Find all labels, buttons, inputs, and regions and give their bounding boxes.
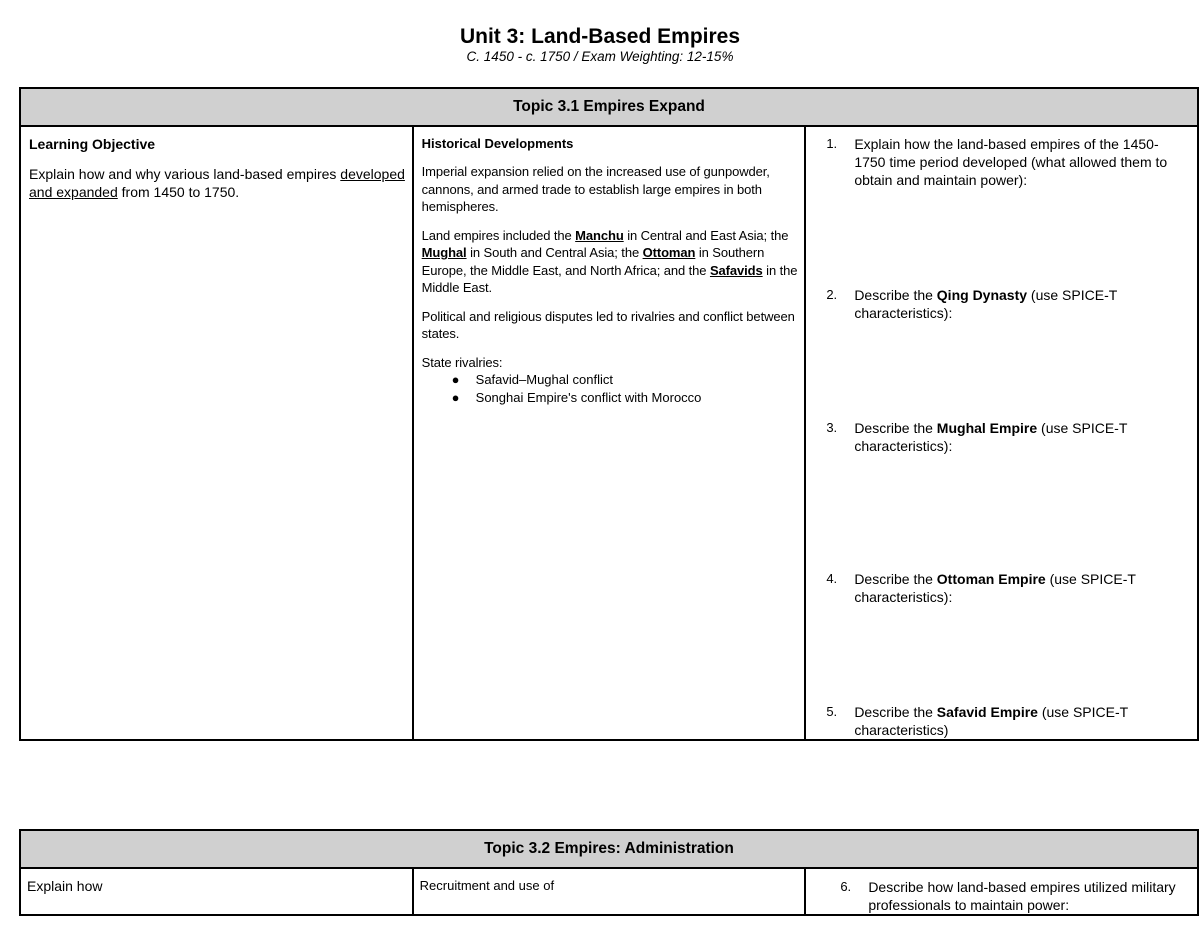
topic-3-2-objective-cell: Explain how: [20, 868, 413, 915]
term-safavids: Safavids: [709, 262, 763, 278]
rivalries-list: [422, 371, 799, 406]
question-2: 2. Describe the Qing Dynasty (use SPICE-T characteristics):: [826, 287, 1118, 321]
learning-objective-cell: [20, 126, 413, 740]
unit-subtitle: C. 1450 - c. 1750 / Exam Weighting: 12-15%: [466, 49, 734, 64]
topic-3-2-heading: Topic 3.2 Empires: Administration: [20, 830, 1198, 868]
historical-developments-cell: [413, 126, 806, 740]
hd-paragraph-disputes: Political and religious disputes led to rivalries and conflict between states.: [421, 308, 795, 341]
list-item: ● Safavid–Mughal conflict: [451, 372, 613, 387]
learning-objective-label: Learning Objective: [29, 136, 156, 152]
question-5: 5. Describe the Safavid Empire (use SPICE-T characteristics): [826, 704, 1128, 738]
question-6: 6. Describe how land-based empires utilized military professionals to maintain power:: [840, 879, 1176, 913]
question-1: 1. Explain how the land-based empires of the 1450-1750 time period developed (what allowed them to obtain and maintain power):: [826, 136, 1168, 188]
topic-3-1-table: [19, 87, 1199, 741]
question-3: 3. Describe the Mughal Empire (use SPICE-T characteristics):: [826, 420, 1128, 454]
historical-developments-label: Historical Developments: [421, 136, 574, 151]
learning-objective-text: Explain how and why various land-based empires developed and expanded from 1450 to 1750.: [29, 166, 405, 200]
document-header: [0, 24, 1200, 65]
list-item: ● Songhai Empire's conflict with Morocco: [451, 389, 702, 405]
term-mughal: Mughal: [421, 245, 467, 260]
topic-3-1-heading: Topic 3.1 Empires Expand: [20, 88, 1198, 126]
topic-3-2-table: [19, 829, 1199, 916]
topic-3-2-developments-cell: Recruitment and use of: [413, 868, 806, 915]
hd-paragraph-land-empires: Land empires included the Manchu in Central and East Asia; the Mughal in South and Central Asia; the Ottoman in Southern Europe, the Middle East, and North Africa; and the Safavids in the Middle East.: [421, 227, 798, 295]
term-ottoman: Ottoman: [642, 245, 696, 260]
hd-paragraph-expansion: Imperial expansion relied on the increased use of gunpowder, cannons, and armed trade to establish large empires in both hemispheres.: [421, 164, 770, 214]
term-manchu: Manchu: [575, 227, 624, 243]
topic-3-2-questions-cell: [805, 868, 1198, 915]
unit-title: Unit 3: Land-Based Empires: [459, 25, 741, 48]
hd-rivalries-label: State rivalries:: [421, 354, 503, 370]
questions-cell: [805, 126, 1198, 740]
question-4: 4. Describe the Ottoman Empire (use SPICE-T characteristics):: [826, 571, 1136, 605]
